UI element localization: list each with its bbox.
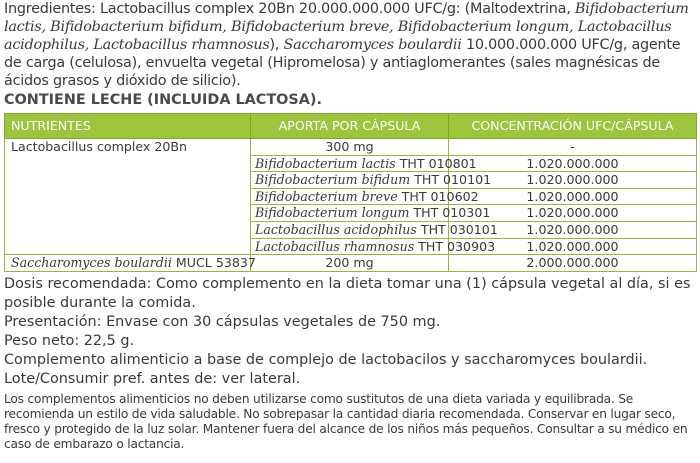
nutrient-species: Saccharomyces boulardii: [11, 255, 172, 271]
table-row: [5, 188, 697, 205]
nutrition-table: [4, 113, 697, 272]
concentration-cell: 1.020.000.000: [449, 221, 697, 238]
table-header-row: [5, 114, 697, 139]
table-row: [5, 205, 697, 222]
presentation-text: Presentación: Envase con 30 cápsulas vegetales de 750 mg.: [4, 313, 441, 330]
nutrient-code: MUCL 53837: [171, 255, 256, 271]
strain-code: THT 030903: [414, 238, 496, 254]
concentration-cell: 1.020.000.000: [449, 205, 697, 222]
strain-species: Bifidobacterium breve: [255, 188, 398, 204]
nutrient-cell: [5, 172, 251, 189]
concentration-cell: 1.020.000.000: [449, 172, 697, 189]
strain-code: THT 010602: [397, 188, 479, 204]
nutrient-cell: Lactobacillus complex 20Bn: [5, 139, 251, 156]
allergen-warning: CONTIENE LECHE (INCLUIDA LACTOSA).: [4, 92, 322, 108]
ingredients-part: ),: [269, 37, 284, 53]
strain-cell: [251, 172, 492, 189]
per-capsule-cell: 200 mg: [251, 255, 449, 272]
strain-cell: [251, 188, 479, 205]
table-row: [5, 172, 697, 189]
usage-info: [4, 275, 696, 389]
nutrient-cell: [5, 238, 251, 255]
strain-species: Bifidobacterium longum: [255, 205, 410, 221]
strain-cell: [251, 155, 477, 172]
nutrient-cell: [5, 155, 251, 172]
strain-species: Lactobacillus acidophilus: [255, 221, 417, 237]
concentration-cell: 1.020.000.000: [449, 238, 697, 255]
table-row: [5, 255, 697, 272]
strain-cell: [251, 238, 496, 255]
nutrient-cell: [5, 188, 251, 205]
ingredients-part-italic: Saccharomyces boulardii: [283, 37, 462, 53]
net-weight-text: Peso neto: 22,5 g.: [4, 332, 135, 349]
concentration-cell: 1.020.000.000: [449, 155, 697, 172]
strain-code: THT 010301: [409, 205, 491, 221]
supplement-label: [4, 0, 696, 453]
concentration-cell: 2.000.000.000: [449, 255, 697, 272]
ingredients-text: [4, 0, 696, 90]
ingredients-part: Ingredientes: Lactobacillus complex 20Bn 20.000.000.000 UFC/g: (Maltodextrina,: [4, 1, 575, 17]
description-text: Complemento alimenticio a base de complejo de lactobacilos y saccharomyces boulardii.: [4, 351, 648, 368]
table-row: [5, 155, 697, 172]
legal-notice: Los complementos alimenticios no deben utilizarse como sustitutos de una dieta variada y equilibrada. Se recomienda un estilo de vida saludable. No sobrepasar la cantidad diaria recomendada. Conservar en lugar seco, fresco y protegido de la luz solar. Mantener fuera del alcance de los niños más pequeños. Consultar a su médico en caso de embarazo o lactancia.: [4, 391, 688, 452]
dosage-text: Dosis recomendada: Como complemento en la dieta tomar una (1) cápsula vegetal al día, si es posible durante la comida.: [4, 275, 691, 311]
strain-species: Bifidobacterium lactis: [255, 155, 396, 171]
strain-code: THT 030101: [416, 221, 498, 237]
concentration-cell: -: [449, 139, 697, 156]
strain-cell: [251, 205, 491, 222]
ingredients-part-italic: Bifidobacterium lactis, Bifidobacterium bifidum, Bifidobacterium breve, Bifidobacterium longum, Lactobacillus acidophilus, Lactobacillus rhamnosus: [4, 1, 689, 53]
lot-text: Lote/Consumir pref. antes de: ver lateral.: [4, 370, 301, 387]
concentration-cell: 1.020.000.000: [449, 188, 697, 205]
table-row: [5, 221, 697, 238]
header-per-capsule: APORTA POR CÁPSULA: [251, 114, 449, 139]
strain-species: Lactobacillus rhamnosus: [255, 238, 415, 254]
strain-cell: [251, 221, 498, 238]
strain-species: Bifidobacterium bifidum: [255, 172, 411, 188]
nutrient-cell: [5, 205, 251, 222]
per-capsule-cell: 300 mg: [251, 139, 449, 156]
header-concentration: CONCENTRACIÓN UFC/CÁPSULA: [449, 114, 697, 139]
ingredients-part: 10.000.000.000 UFC/g, agente de carga (celulosa), envuelta vegetal (Hipromelosa) y antiaglomerantes (sales magnésicas de ácidos grasos y dióxido de silicio).: [4, 37, 681, 89]
strain-code: THT 010101: [410, 172, 492, 188]
nutrient-cell: [5, 221, 251, 238]
table-row: [5, 139, 697, 156]
nutrient-cell: [5, 255, 256, 272]
table-row: [5, 238, 697, 255]
strain-code: THT 010801: [395, 155, 477, 171]
header-nutrients: NUTRIENTES: [5, 114, 251, 139]
